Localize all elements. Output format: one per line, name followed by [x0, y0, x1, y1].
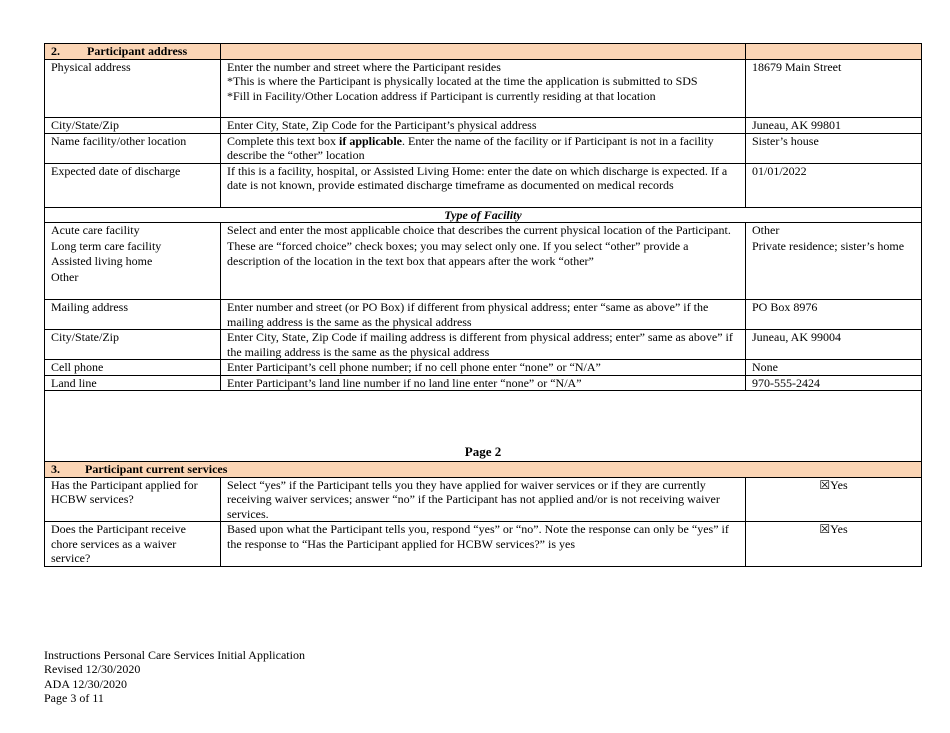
table-row [45, 59, 922, 117]
row-instructions: Enter City, State, Zip Code if mailing address is different from physical address; enter” same as above” if the mailing address is the same as the physical address [221, 330, 746, 360]
page-break-cell [45, 391, 922, 462]
table-row [45, 163, 922, 207]
facility-option: Long term care facility [51, 238, 162, 253]
facility-option: Assisted living home [51, 254, 153, 269]
facility-options [45, 223, 221, 300]
row-instructions: Based upon what the Participant tells you, respond “yes” or “no”. Note the response can only be “yes” if the response to “Has the Participant applied for HCBW services?” is yes [221, 522, 746, 567]
row-instructions [221, 59, 746, 117]
row-instructions: Enter Participant’s land line number if no land line enter “none” or “N/A” [221, 375, 746, 391]
page-break-row [45, 391, 922, 462]
instruction-emphasis: if applicable [339, 133, 403, 148]
table-row [45, 133, 922, 163]
row-value: Juneau, AK 99004 [746, 330, 922, 360]
row-label: Does the Participant receive chore services as a waiver service? [45, 522, 221, 567]
footer-revised: Revised 12/30/2020 [44, 662, 141, 677]
table-row [45, 360, 922, 376]
row-instructions: Select and enter the most applicable choice that describes the current physical location of the Participant. These are “forced choice” check boxes; you may select only one. If you select “other” provide a description of the location in the text box that appears after the work “other” [221, 223, 746, 300]
type-of-facility-header [45, 207, 922, 223]
section-3-header [45, 462, 922, 478]
row-instructions: Enter number and street (or PO Box) if different from physical address; enter “same as above” if the mailing address is the same as the physical address [221, 300, 746, 330]
section-number: 2. [51, 44, 60, 58]
row-label: City/State/Zip [45, 117, 221, 133]
row-value: Juneau, AK 99801 [746, 117, 922, 133]
footer-page-number: Page 3 of 11 [44, 691, 104, 706]
instruction-line: *This is where the Participant is physically located at the time the application is submitted to SDS [227, 74, 698, 88]
row-value: 18679 Main Street [746, 59, 922, 117]
row-value: None [746, 360, 922, 376]
row-instructions: Enter City, State, Zip Code for the Participant’s physical address [221, 117, 746, 133]
row-value: PO Box 8976 [746, 300, 922, 330]
row-value: 970-555-2424 [746, 375, 922, 391]
document-footer [44, 648, 305, 706]
yes-checkbox-value: ☒Yes [746, 477, 922, 522]
section-3-title-cell [45, 462, 922, 478]
row-instructions: Enter Participant’s cell phone number; if no cell phone enter “none” or “N/A” [221, 360, 746, 376]
instruction-text: . Enter the name of the facility or if Participant is not in a facility describe the “other” location [227, 133, 714, 162]
row-value: Sister’s house [746, 133, 922, 163]
row-label: City/State/Zip [45, 330, 221, 360]
row-label: Has the Participant applied for HCBW services? [45, 477, 221, 522]
facility-description: Private residence; sister’s home [752, 238, 905, 253]
yes-checkbox-value: ☒Yes [746, 522, 922, 567]
table-row [45, 223, 922, 300]
row-instructions: Select “yes” if the Participant tells you they have applied for waiver services or if they are currently receiving waiver services; answer “no” if the Participant has not applied and/or is not receiving waiver services. [221, 477, 746, 522]
facility-value: Other [752, 223, 780, 237]
table-row [45, 117, 922, 133]
footer-ada: ADA 12/30/2020 [44, 676, 128, 691]
instruction-line: *Fill in Facility/Other Location address if Participant is currently residing at that location [227, 88, 656, 103]
row-value: 01/01/2022 [746, 163, 922, 207]
instruction-text: Complete this text box [227, 133, 339, 148]
row-label: Land line [45, 375, 221, 391]
page-label: Page 2 [464, 443, 502, 459]
row-instructions: If this is a facility, hospital, or Assisted Living Home: enter the date on which discharge is expected. If a date is not known, provide estimated discharge timeframe as documented on medical records [221, 163, 746, 207]
table-row [45, 522, 922, 567]
table-row [45, 477, 922, 522]
footer-title: Instructions Personal Care Services Initial Application [44, 648, 305, 662]
row-value [746, 223, 922, 300]
row-label: Physical address [45, 59, 221, 117]
row-instructions [221, 133, 746, 163]
table-row [45, 300, 922, 330]
table-row [45, 375, 922, 391]
facility-option: Acute care facility [51, 223, 140, 237]
section-2-header [45, 44, 922, 60]
facility-option: Other [51, 269, 79, 284]
header-blank-cell [221, 44, 746, 60]
row-label: Name facility/other location [45, 133, 221, 163]
instruction-line: Enter the number and street where the Participant resides [227, 59, 501, 74]
form-table [44, 43, 922, 567]
section-title: Participant current services [85, 462, 228, 476]
section-2-title-cell [45, 44, 221, 60]
row-label: Expected date of discharge [45, 163, 221, 207]
table-row [45, 330, 922, 360]
subheading: Type of Facility [45, 207, 922, 223]
row-label: Mailing address [45, 300, 221, 330]
header-blank-cell [746, 44, 922, 60]
row-label: Cell phone [45, 360, 221, 376]
section-number: 3. [51, 462, 60, 476]
section-title: Participant address [87, 44, 188, 58]
